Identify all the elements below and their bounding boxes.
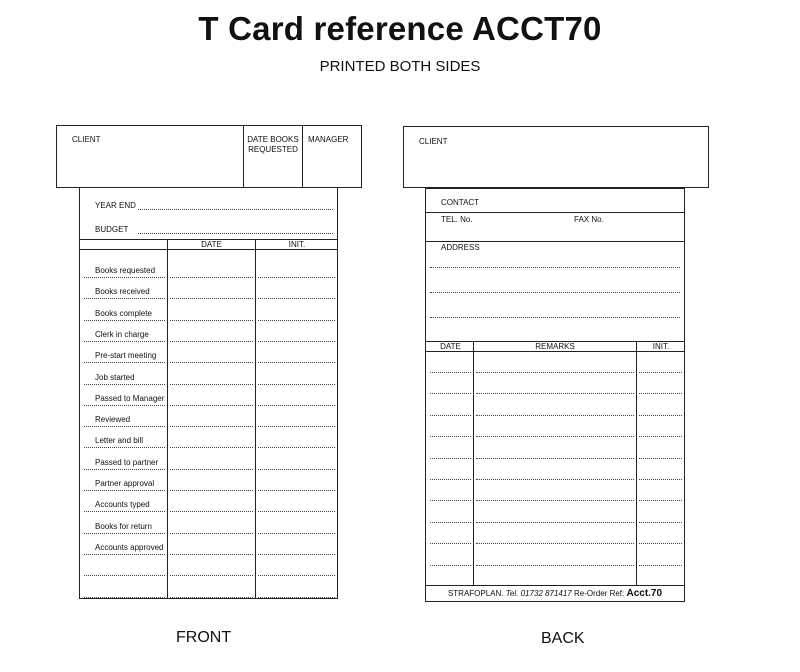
front-row-line bbox=[258, 511, 335, 512]
front-date-header: DATE bbox=[201, 240, 222, 249]
front-date-column-line bbox=[167, 239, 168, 598]
back-row-line bbox=[639, 393, 682, 394]
back-row-line bbox=[430, 500, 471, 501]
back-date-header: DATE bbox=[440, 342, 461, 351]
front-client-label: CLIENT bbox=[72, 135, 101, 144]
front-row-line bbox=[258, 490, 335, 491]
front-row-line bbox=[170, 554, 253, 555]
front-row-line bbox=[170, 277, 253, 278]
front-row-line bbox=[84, 597, 165, 598]
front-row-line bbox=[170, 597, 253, 598]
back-row-line bbox=[430, 372, 471, 373]
front-row-line bbox=[258, 405, 335, 406]
front-row-line bbox=[258, 447, 335, 448]
back-row-line bbox=[430, 565, 471, 566]
front-header-divider-2 bbox=[302, 126, 303, 187]
back-row-line bbox=[476, 522, 634, 523]
back-caption: BACK bbox=[541, 630, 585, 647]
front-row-line bbox=[258, 277, 335, 278]
back-row-line bbox=[476, 479, 634, 480]
front-row-line bbox=[258, 533, 335, 534]
back-date-column-line bbox=[473, 341, 474, 585]
front-row-line bbox=[170, 320, 253, 321]
front-row-line bbox=[84, 490, 165, 491]
front-row-line bbox=[84, 533, 165, 534]
front-row-line bbox=[170, 575, 253, 576]
front-row-line bbox=[84, 511, 165, 512]
front-row-line bbox=[258, 320, 335, 321]
front-row-line bbox=[170, 298, 253, 299]
front-row-line bbox=[84, 384, 165, 385]
front-row-label: Pre-start meeting bbox=[95, 351, 157, 361]
front-table-header-line bbox=[80, 249, 337, 250]
page-title: T Card reference ACCT70 bbox=[198, 10, 602, 47]
year-end-line bbox=[138, 209, 333, 210]
footer-ref: Acct.70 bbox=[626, 588, 663, 599]
front-row-line bbox=[170, 405, 253, 406]
address-label: ADDRESS bbox=[441, 243, 480, 252]
front-row-line bbox=[84, 341, 165, 342]
back-row-line bbox=[430, 393, 471, 394]
date-books-label bbox=[244, 135, 302, 155]
back-row-line bbox=[639, 565, 682, 566]
front-row-label: Books requested bbox=[95, 266, 156, 275]
front-row-label: Passed to partner bbox=[95, 457, 159, 467]
front-row-line bbox=[84, 277, 165, 278]
front-row-line bbox=[84, 362, 165, 363]
address-line-2 bbox=[430, 292, 680, 293]
back-row-line bbox=[639, 543, 682, 544]
front-caption: FRONT bbox=[176, 629, 232, 646]
front-row-line bbox=[170, 341, 253, 342]
date-books-label-line1: DATE BOOKS bbox=[247, 135, 299, 144]
back-row-line bbox=[476, 436, 634, 437]
back-body-box bbox=[425, 188, 685, 602]
back-row-line bbox=[639, 458, 682, 459]
front-row-line bbox=[84, 469, 165, 470]
back-row-line bbox=[430, 436, 471, 437]
back-row-line bbox=[639, 522, 682, 523]
back-row-line bbox=[476, 543, 634, 544]
front-row-label: Books complete bbox=[95, 308, 152, 318]
back-client-label: CLIENT bbox=[419, 137, 448, 146]
back-row-line bbox=[430, 458, 471, 459]
front-row-line bbox=[258, 469, 335, 470]
front-row-label: Accounts approved bbox=[95, 542, 164, 552]
footer-company: STRAFOPLAN. bbox=[447, 589, 504, 598]
back-row-line bbox=[639, 415, 682, 416]
front-row-line bbox=[170, 490, 253, 491]
front-row-line bbox=[258, 554, 335, 555]
back-row-line bbox=[639, 479, 682, 480]
back-table-header-line bbox=[426, 351, 684, 352]
front-init-column-line bbox=[255, 239, 256, 598]
front-row-label: Books received bbox=[95, 287, 150, 297]
back-row-line bbox=[430, 543, 471, 544]
back-row-line bbox=[476, 393, 634, 394]
budget-line bbox=[138, 233, 333, 234]
back-row-line bbox=[476, 500, 634, 501]
front-row-label: Books for return bbox=[95, 521, 152, 531]
fax-label: FAX No. bbox=[574, 215, 604, 224]
date-books-label-line2: REQUESTED bbox=[248, 145, 298, 154]
front-row-line bbox=[84, 426, 165, 427]
front-row-line bbox=[170, 447, 253, 448]
contact-label: CONTACT bbox=[441, 198, 480, 207]
front-row-line bbox=[258, 575, 335, 576]
front-row-line bbox=[170, 511, 253, 512]
back-row-line bbox=[639, 372, 682, 373]
front-row-line bbox=[84, 298, 165, 299]
front-row-line bbox=[84, 554, 165, 555]
front-row-line bbox=[258, 298, 335, 299]
front-header-box bbox=[56, 125, 362, 188]
back-init-column-line bbox=[636, 341, 637, 585]
back-row-line bbox=[639, 436, 682, 437]
budget-label: BUDGET bbox=[95, 225, 129, 234]
tel-label: TEL. No. bbox=[441, 215, 473, 224]
front-row-line bbox=[84, 320, 165, 321]
front-row-line bbox=[258, 426, 335, 427]
back-footer-line bbox=[426, 585, 684, 586]
front-row-line bbox=[258, 597, 335, 598]
year-end-label: YEAR END bbox=[95, 201, 136, 210]
back-header-box bbox=[403, 126, 709, 188]
page-subtitle: PRINTED BOTH SIDES bbox=[319, 58, 481, 75]
card-footer bbox=[426, 588, 684, 599]
front-row-line bbox=[258, 341, 335, 342]
front-body-box bbox=[79, 187, 338, 599]
back-row-line bbox=[476, 565, 634, 566]
front-row-label: Passed to Manager bbox=[95, 393, 165, 403]
front-row-line bbox=[170, 384, 253, 385]
back-init-header: INIT. bbox=[652, 342, 670, 351]
address-line-1 bbox=[430, 267, 680, 268]
front-row-line bbox=[170, 362, 253, 363]
footer-reorder: Re-Order Ref: bbox=[574, 589, 625, 598]
front-row-line bbox=[258, 384, 335, 385]
front-row-label: Accounts typed bbox=[95, 500, 150, 510]
front-row-label: Clerk in charge bbox=[95, 329, 149, 339]
front-row-line bbox=[170, 426, 253, 427]
back-row-line bbox=[430, 522, 471, 523]
front-init-header: INIT. bbox=[288, 240, 306, 249]
front-row-line bbox=[84, 447, 165, 448]
front-row-line bbox=[170, 469, 253, 470]
back-row-line bbox=[476, 415, 634, 416]
front-row-label: Partner approval bbox=[95, 479, 155, 488]
footer-tel: Tel. 01732 871417 bbox=[505, 589, 572, 598]
back-row-line bbox=[476, 458, 634, 459]
back-row-line bbox=[430, 415, 471, 416]
address-line-3 bbox=[430, 317, 680, 318]
remarks-header: REMARKS bbox=[535, 342, 575, 351]
front-row-line bbox=[84, 405, 165, 406]
front-row-label: Job started bbox=[95, 372, 135, 382]
front-row-label: Reviewed bbox=[95, 415, 131, 425]
front-row-line bbox=[170, 533, 253, 534]
front-row-label: Letter and bill bbox=[95, 436, 144, 446]
manager-label: MANAGER bbox=[308, 135, 349, 144]
back-row-line bbox=[430, 479, 471, 480]
front-row-line bbox=[84, 575, 165, 576]
tel-line bbox=[426, 241, 684, 242]
back-row-line bbox=[476, 372, 634, 373]
contact-line bbox=[426, 212, 684, 213]
back-row-line bbox=[639, 500, 682, 501]
front-row-line bbox=[258, 362, 335, 363]
